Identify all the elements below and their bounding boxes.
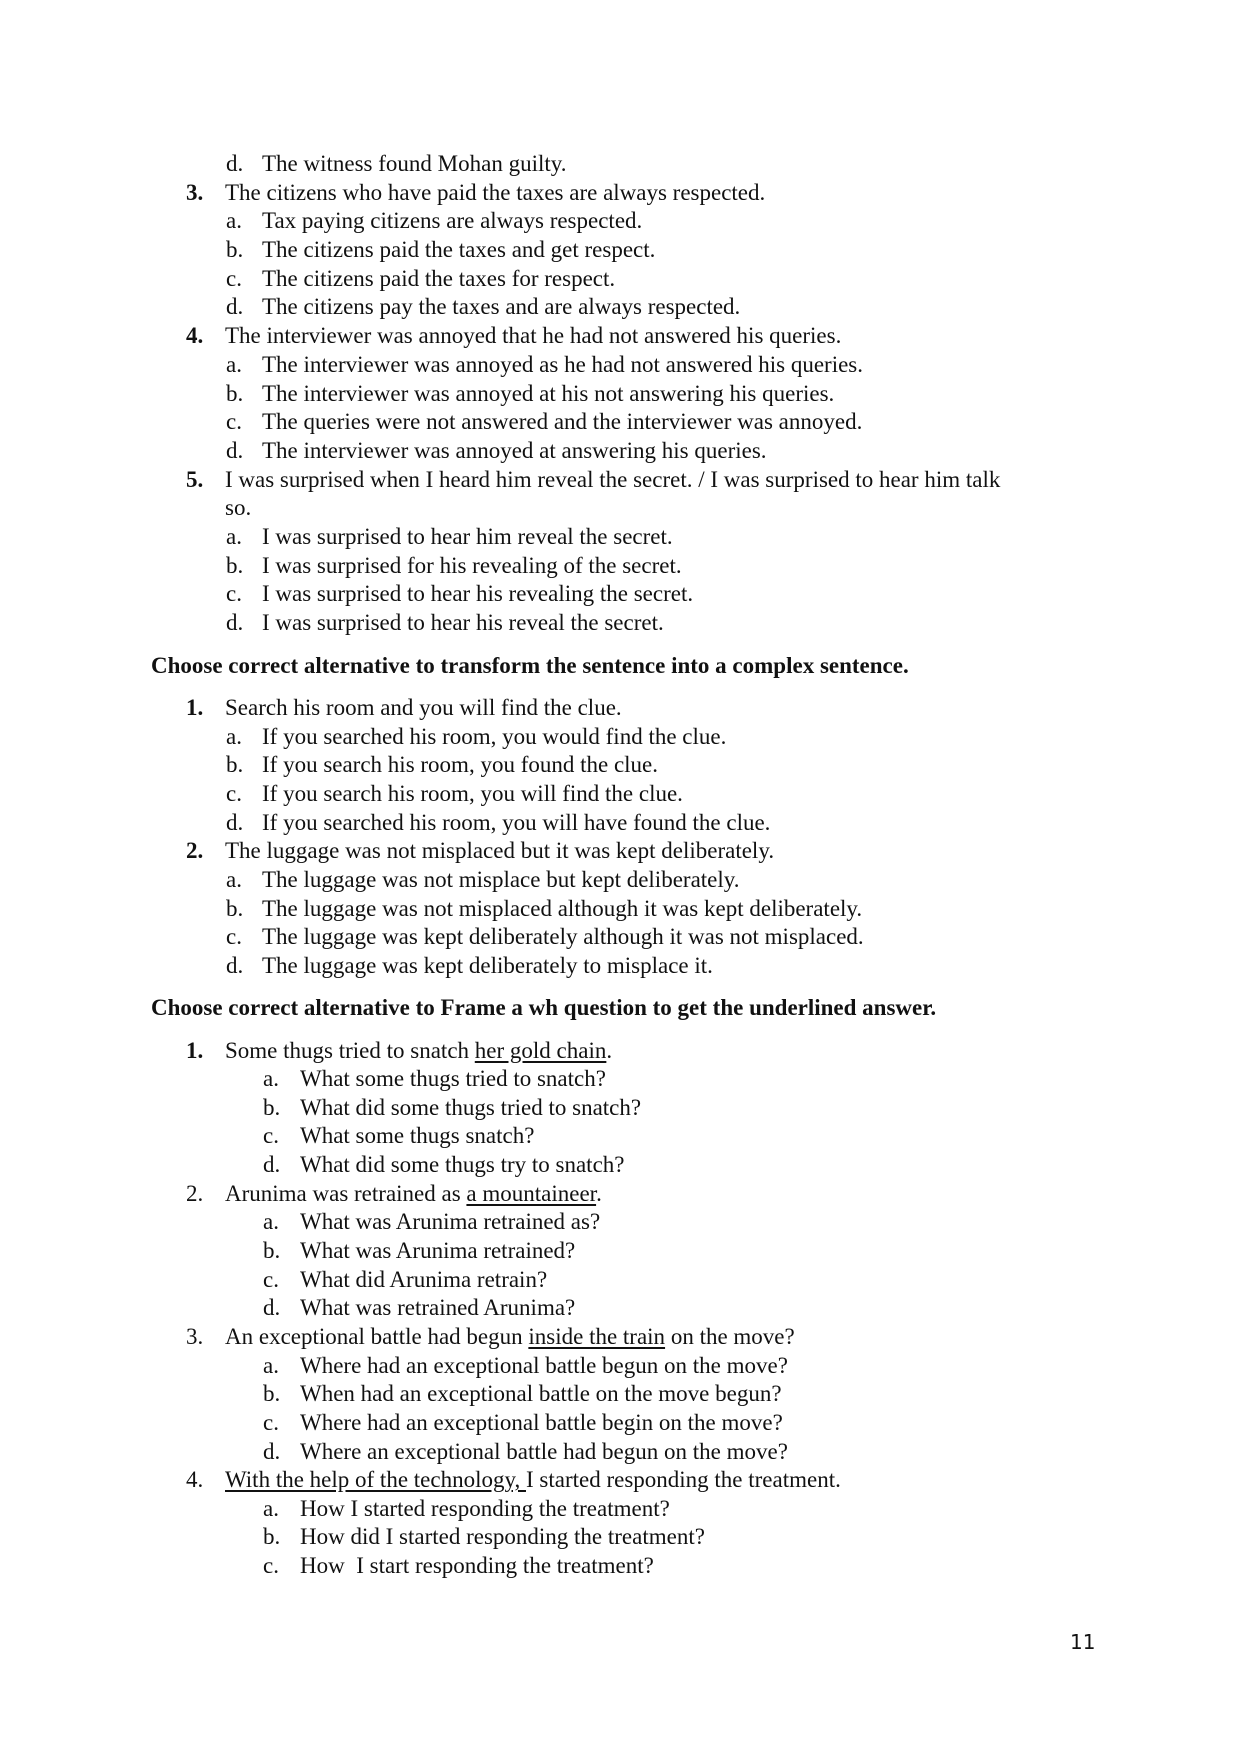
page-number: 11 (1070, 1630, 1096, 1654)
question-text-pre: An exceptional battle had begun (225, 1324, 529, 1349)
option-text: The interviewer was annoyed at answering his queries. (262, 438, 767, 463)
option-letter: c. (226, 781, 242, 806)
option-letter: b. (226, 237, 244, 262)
option-text: The citizens paid the taxes and get respect. (262, 237, 656, 262)
question-text: Search his room and you will find the clue. (225, 695, 622, 720)
option-letter: d. (226, 610, 244, 635)
underlined-answer: With the help of the technology, (225, 1467, 526, 1492)
option-text: The witness found Mohan guilty. (262, 151, 567, 176)
question-text (225, 1180, 602, 1208)
question-number: 2. (186, 838, 204, 863)
option-text: The interviewer was annoyed as he had not answered his queries. (262, 352, 863, 377)
option-text: How I started responding the treatment? (300, 1496, 670, 1521)
option-letter: c. (263, 1267, 279, 1292)
question-number: 1. (186, 1038, 204, 1063)
question-number: 4. (186, 323, 204, 348)
option-text: Where had an exceptional battle begin on the move? (300, 1410, 783, 1435)
question-number: 2. (186, 1181, 204, 1206)
option-text: The citizens pay the taxes and are always respected. (262, 294, 741, 319)
option-text: If you search his room, you will find the clue. (262, 781, 683, 806)
option-letter: c. (226, 266, 242, 291)
option-letter: c. (226, 409, 242, 434)
question-number: 1. (186, 695, 204, 720)
option-letter: b. (263, 1381, 281, 1406)
option-letter: d. (263, 1439, 281, 1464)
option-text: When had an exceptional battle on the move begun? (300, 1381, 782, 1406)
question-text-post: on the move? (665, 1324, 795, 1349)
option-letter: a. (263, 1209, 279, 1234)
option-letter: b. (226, 896, 244, 921)
option-text: What did Arunima retrain? (300, 1267, 548, 1292)
option-letter: b. (226, 553, 244, 578)
question-text: so. (225, 495, 252, 520)
option-letter: d. (226, 953, 244, 978)
option-letter: c. (226, 924, 242, 949)
option-letter: d. (263, 1295, 281, 1320)
option-letter: c. (263, 1123, 279, 1148)
option-letter: d. (263, 1152, 281, 1177)
option-letter: d. (226, 294, 244, 319)
question-number: 4. (186, 1467, 204, 1492)
option-letter: b. (263, 1524, 281, 1549)
option-text: The luggage was not misplaced although it was kept deliberately. (262, 896, 863, 921)
option-text: What was retrained Arunima? (300, 1295, 576, 1320)
option-text: The luggage was not misplace but kept deliberately. (262, 867, 740, 892)
question-text-pre: Arunima was retrained as (225, 1181, 467, 1206)
option-letter: a. (263, 1496, 279, 1521)
question-text: The citizens who have paid the taxes are always respected. (225, 180, 766, 205)
option-text: What did some thugs try to snatch? (300, 1152, 625, 1177)
option-text: I was surprised to hear him reveal the secret. (262, 524, 673, 549)
question-number: 3. (186, 1324, 204, 1349)
option-letter: a. (263, 1066, 279, 1091)
question-text: The interviewer was annoyed that he had not answered his queries. (225, 323, 842, 348)
option-text: If you search his room, you found the clue. (262, 752, 659, 777)
option-text: The luggage was kept deliberately to misplace it. (262, 953, 713, 978)
option-letter: d. (226, 438, 244, 463)
option-text: Where had an exceptional battle begun on the move? (300, 1353, 788, 1378)
option-text: I was surprised for his revealing of the secret. (262, 553, 682, 578)
option-text: Tax paying citizens are always respected. (262, 208, 643, 233)
question-text: The luggage was not misplaced but it was kept deliberately. (225, 838, 775, 863)
option-text: The luggage was kept deliberately although it was not misplaced. (262, 924, 864, 949)
option-letter: d. (226, 810, 244, 835)
option-text: What was Arunima retrained as? (300, 1209, 601, 1234)
option-text: What did some thugs tried to snatch? (300, 1095, 642, 1120)
option-letter: a. (226, 724, 242, 749)
option-text: The queries were not answered and the interviewer was annoyed. (262, 409, 863, 434)
option-letter: c. (263, 1553, 279, 1578)
question-number: 3. (186, 180, 204, 205)
option-letter: c. (226, 581, 242, 606)
option-text: What some thugs tried to snatch? (300, 1066, 606, 1091)
underlined-answer: her gold chain (474, 1038, 607, 1063)
underlined-answer: a mountaineer (466, 1181, 597, 1206)
question-text-post: . (606, 1038, 613, 1063)
question-text (225, 1323, 795, 1351)
option-letter: a. (226, 524, 242, 549)
option-text: The citizens paid the taxes for respect. (262, 266, 616, 291)
option-text: What some thugs snatch? (300, 1123, 535, 1148)
option-letter: c. (263, 1410, 279, 1435)
section-heading: Choose correct alternative to Frame a wh question to get the underlined answer. (151, 995, 937, 1020)
question-text: I was surprised when I heard him reveal the secret. / I was surprised to hear him talk (225, 467, 1001, 492)
option-letter: b. (263, 1238, 281, 1263)
question-text (225, 1037, 612, 1065)
question-text-pre: Some thugs tried to snatch (225, 1038, 475, 1063)
option-text: I was surprised to hear his revealing the secret. (262, 581, 694, 606)
option-letter: b. (263, 1095, 281, 1120)
option-text: Where an exceptional battle had begun on the move? (300, 1439, 788, 1464)
underlined-answer: inside the train (528, 1324, 666, 1349)
option-text: If you searched his room, you would find the clue. (262, 724, 727, 749)
option-letter: b. (226, 752, 244, 777)
option-text: If you searched his room, you will have found the clue. (262, 810, 771, 835)
option-text: How I start responding the treatment? (300, 1553, 654, 1578)
option-letter: a. (226, 208, 242, 233)
option-text: The interviewer was annoyed at his not answering his queries. (262, 381, 835, 406)
question-number: 5. (186, 467, 204, 492)
question-text (225, 1466, 841, 1494)
option-text: How did I started responding the treatment? (300, 1524, 705, 1549)
option-letter: a. (226, 867, 242, 892)
option-letter: a. (226, 352, 242, 377)
question-text-post: I started responding the treatment. (525, 1467, 841, 1492)
option-text: I was surprised to hear his reveal the secret. (262, 610, 664, 635)
question-text-post: . (596, 1181, 602, 1206)
section-heading: Choose correct alternative to transform the sentence into a complex sentence. (151, 653, 909, 678)
option-letter: a. (263, 1353, 279, 1378)
option-text: What was Arunima retrained? (300, 1238, 576, 1263)
option-letter: d. (226, 151, 244, 176)
option-letter: b. (226, 381, 244, 406)
